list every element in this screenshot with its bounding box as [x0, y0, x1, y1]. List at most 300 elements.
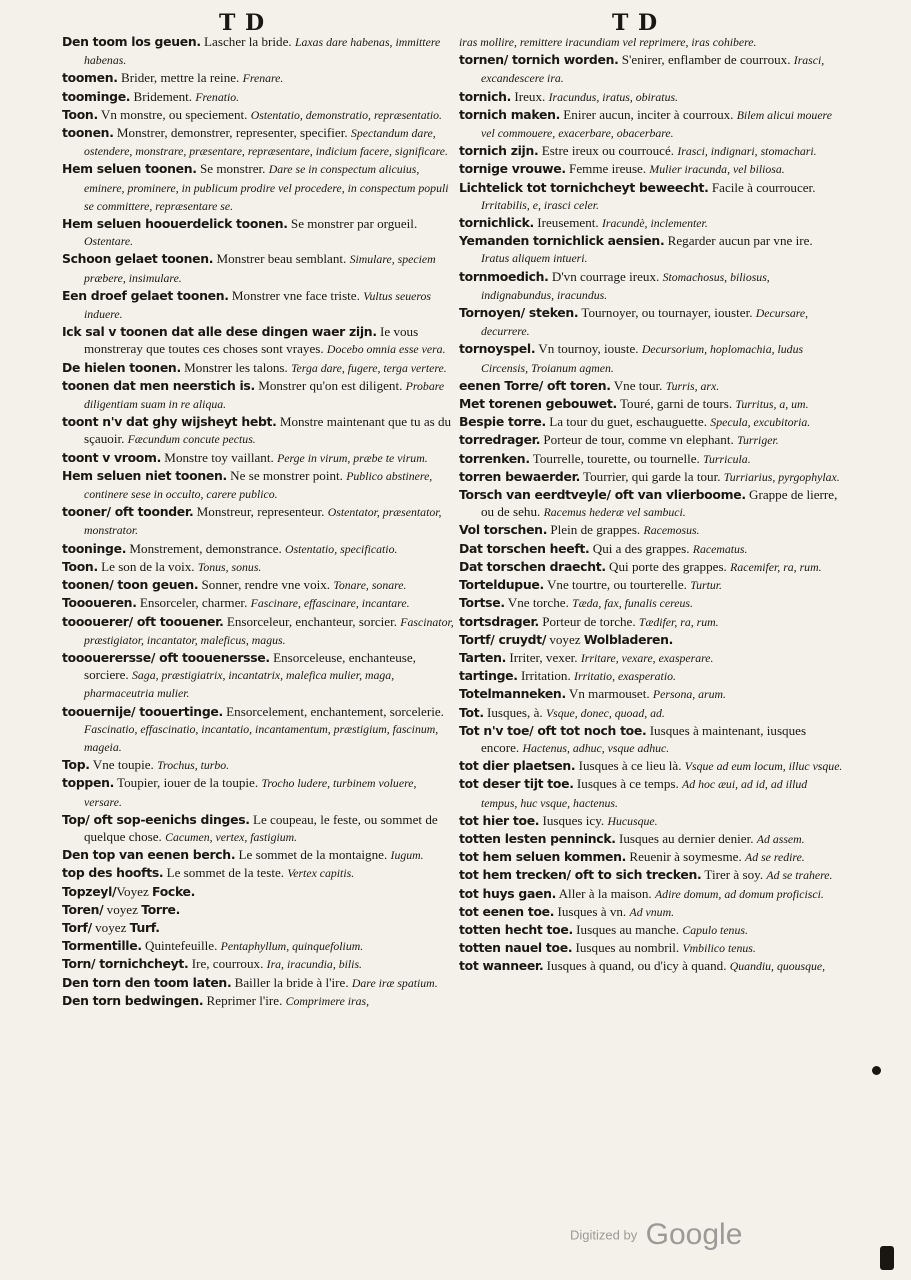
entry-french: Se monstrer. [196, 161, 266, 177]
dictionary-entry [62, 377, 454, 413]
dictionary-entry [459, 594, 843, 612]
entry-latin: Irritatio, exasperatio. [574, 669, 676, 684]
entry-headword: Toon. [62, 558, 98, 574]
entry-headword: tot hem trecken/ oft to sich trecken. [459, 867, 702, 883]
dictionary-entry [459, 268, 843, 304]
google-logo: Google [645, 1218, 743, 1251]
entry-latin: Racemosus. [643, 523, 700, 538]
entry-latin: Simulare, speciem præbere, insimulare. [84, 252, 436, 285]
entry-french: Se monstrer par orgueil. [287, 216, 418, 232]
entry-latin: Turtur. [690, 578, 723, 593]
entry-latin: Fascinare, effascinare, incantare. [250, 596, 410, 611]
entry-latin: Ad assem. [756, 831, 805, 846]
entry-headword: toonen. [62, 125, 114, 141]
entry-headword: Vol torschen. [459, 522, 548, 538]
entry-french: Enirer aucun, inciter à courroux. [560, 106, 734, 122]
entry-headword: tooouerersse/ oft toouenersse. [62, 649, 270, 665]
entry-french: Ireusement. [533, 215, 599, 231]
entry-french: Monstrer vne face triste. [228, 287, 360, 303]
entry-french: Toupier, iouer de la toupie. [114, 775, 259, 791]
entry-headword: torren bewaerder. [459, 468, 581, 484]
left-column [62, 33, 454, 1010]
entry-headword: Hem seluen toonen. [62, 161, 197, 177]
entry-headword: Hem seluen hoouerdelick toonen. [62, 216, 288, 232]
entry-headword: tooouerer/ oft toouener. [62, 613, 224, 629]
entry-headword: Den torn bedwingen. [62, 992, 204, 1008]
entry-headword: Yemanden tornichlick aensien. [459, 233, 665, 249]
entry-french: Vne toupie. [89, 757, 154, 773]
dictionary-entry [459, 830, 843, 848]
entry-headword: Dat torschen heeft. [459, 540, 590, 556]
entry-crossref: Torre. [141, 901, 181, 917]
entry-headword: Top. [62, 757, 90, 773]
entry-latin: Bilem alicui mouere vel commouere, exacerbare, obacerbare. [481, 107, 832, 141]
entry-latin: Publico abstinere, continere sese in occulto, carere publico. [84, 468, 433, 502]
entry-french: Iusques au dernier denier. [615, 830, 754, 846]
entry-french: Iusques au manche. [572, 921, 680, 937]
dictionary-entry [62, 937, 454, 955]
entry-french: Lascher la bride. [200, 34, 292, 49]
dictionary-entry [459, 848, 843, 866]
entry-french: Ireux. [511, 88, 546, 104]
entry-french: S'enirer, enflamber de courroux. [618, 52, 791, 68]
dictionary-entry [459, 450, 843, 468]
entry-headword: tot eenen toe. [459, 903, 555, 919]
entry-headword: De hielen toonen. [62, 359, 181, 375]
dictionary-entry [459, 413, 843, 431]
entry-french: Ensorceleur, enchanteur, sorcier. [223, 613, 397, 629]
entry-latin: Capulo tenus. [682, 922, 748, 937]
entry-french: Monstrer, demonstrer, representer, specifier. [113, 125, 348, 141]
entry-french: Brider, mettre la reine. [117, 70, 240, 86]
google-watermark [570, 1218, 742, 1252]
entry-french: Vn monstre, ou speciement. [97, 106, 248, 122]
entry-latin: Pentaphyllum, quinquefolium. [220, 939, 364, 954]
entry-headword: tot wanneer. [459, 958, 544, 974]
dictionary-entry [459, 33, 843, 51]
entry-french: Estre ireux ou courroucé. [538, 143, 675, 159]
entry-headword: toont n'v dat ghy wijsheyt hebt. [62, 414, 277, 430]
entry-french: Le son de la voix. [97, 558, 195, 574]
entry-latin: Trocho ludere, turbinem voluere, versare. [84, 776, 417, 809]
entry-headword: tartinge. [459, 668, 518, 684]
dictionary-entry [62, 250, 454, 286]
entry-headword: eenen Torre/ oft toren. [459, 377, 611, 393]
dictionary-entry [62, 287, 454, 323]
entry-headword: Torsch van eerdtveyle/ oft van vlierboome. [459, 487, 746, 503]
entry-latin: Fascinator, præstigiator, incantator, maleficus, magus. [84, 614, 454, 647]
dictionary-entry [459, 486, 843, 521]
entry-french: Le sommet de la montaigne. [235, 847, 388, 863]
entry-french: Iusques à maintenant, iusques encore. [481, 722, 807, 755]
entry-latin: Ira, iracundia, bilis. [266, 957, 363, 972]
dictionary-entry [459, 722, 843, 757]
entry-headword: Den top van eenen berch. [62, 847, 236, 863]
entry-latin: Turris, arx. [665, 378, 720, 393]
entry-latin: Hucusque. [607, 813, 658, 828]
entry-latin: Irasci, indignari, stomachari. [677, 144, 817, 159]
entry-latin: Persona, arum. [652, 687, 726, 702]
right-column [459, 33, 843, 976]
entry-latin: Adire domum, ad domum proficisci. [654, 886, 824, 901]
dictionary-entry [62, 69, 454, 87]
dictionary-entry [459, 576, 843, 594]
entry-latin: Irritabilis, e, irasci celer. [481, 197, 599, 212]
entry-headword: Topzeyl/ [62, 883, 117, 899]
dictionary-entry [62, 756, 454, 774]
entry-latin: Turriarius, pyrgophylax. [723, 469, 840, 484]
entry-latin: Ad se redire. [745, 850, 805, 865]
dictionary-entry [459, 540, 843, 558]
dictionary-entry [62, 774, 454, 810]
entry-headword: Toon. [62, 106, 98, 122]
dictionary-entry [459, 631, 843, 649]
entry-french: Quintefeuille. [141, 938, 218, 954]
entry-french: Bailler la bride à l'ire. [231, 974, 349, 990]
entry-french: Monstrer qu'on est diligent. [254, 377, 403, 393]
entry-headword: Ick sal v toonen dat alle dese dingen waer zijn. [62, 324, 377, 340]
entry-latin: Dare iræ spatium. [351, 975, 438, 990]
entry-french: Monstre maintenant que tu as du sçauoir. [84, 414, 452, 447]
entry-latin: Racemus hederæ vel sambuci. [543, 505, 686, 520]
dictionary-entry [62, 160, 454, 215]
entry-headword: Tortf/ cruydt/ [459, 631, 547, 647]
dictionary-entry [62, 864, 454, 882]
entry-latin: Irritare, vexare, exasperare. [580, 650, 714, 665]
entry-headword: top des hoofts. [62, 865, 164, 881]
entry-headword: tornich. [459, 88, 512, 104]
dictionary-entry [459, 88, 843, 106]
entry-french: Iusques à ce temps. [573, 776, 679, 792]
entry-french: Tirer à soy. [701, 867, 764, 883]
entry-french: Monstrement, demonstrance. [126, 540, 282, 556]
entry-french: Le coupeau, le feste, ou sommet de quelque chose. [84, 811, 438, 844]
dictionary-entry [62, 955, 454, 973]
entry-french: Ie vous monstreray que toutes ces choses sont vrayes. [84, 324, 419, 357]
entry-headword: tot huys gaen. [459, 885, 557, 901]
entry-french: Facile à courroucer. [708, 179, 816, 195]
watermark-prefix: Digitized by [570, 1227, 638, 1243]
entry-headword: tornich maken. [459, 106, 561, 122]
entry-headword: tortsdrager. [459, 613, 539, 629]
entry-french: Plein de grappes. [547, 522, 641, 538]
dictionary-entry [459, 903, 843, 921]
entry-headword: toonen/ toon geuen. [62, 577, 199, 593]
entry-latin: Iugum. [390, 848, 424, 863]
entry-headword: Torteldupue. [459, 577, 544, 593]
entry-latin: Laxas dare habenas, immittere habenas. [84, 35, 441, 68]
entry-latin: Decursare, decurrere. [481, 306, 809, 339]
entry-french: Sonner, rendre vne voix. [198, 577, 331, 593]
entry-latin: Trochus, turbo. [157, 758, 230, 773]
page-header-left: T D [219, 10, 266, 36]
entry-french: Monstreur, representeur. [193, 504, 325, 520]
entry-latin: Ad vnum. [629, 904, 675, 919]
entry-french: Femme ireuse. [565, 161, 647, 177]
dictionary-entry [459, 142, 843, 160]
entry-latin: Fascinatio, effascinatio, incantatio, incantamentum, præstigium, fascinum, mageia. [84, 721, 439, 754]
entry-latin: Ostentare. [84, 234, 134, 249]
entry-latin: Vsque ad eum locum, illuc vsque. [684, 759, 843, 774]
entry-headword: Met torenen gebouwet. [459, 396, 617, 412]
dictionary-entry [62, 992, 454, 1010]
entry-latin: iras mollire, remittere iracundiam vel reprimere, iras cohibere. [459, 35, 757, 49]
entry-latin: Vultus seueros induere. [84, 288, 432, 322]
entry-latin: Ostentatio, demonstratio, repræsentatio. [250, 107, 442, 122]
entry-headword: Tot. [459, 704, 484, 720]
entry-latin: Turritus, a, um. [735, 397, 809, 412]
entry-french: Tourrier, qui garde la tour. [580, 468, 721, 484]
entry-latin: Perge in virum, præbe te virum. [277, 450, 428, 465]
entry-french: Vne torche. [504, 595, 569, 611]
entry-latin: Irasci, excandescere ira. [481, 53, 825, 86]
dictionary-entry [62, 846, 454, 864]
entry-latin: Spectandum dare, ostendere, monstrare, præsentare, repræsentare, indicium facere, significare. [84, 126, 448, 159]
entry-headword: torrenken. [459, 450, 530, 466]
dictionary-entry [62, 124, 454, 160]
entry-french: Ire, courroux. [188, 956, 264, 972]
entry-headword: toppen. [62, 775, 115, 791]
entry-latin: Comprimere iras, [285, 993, 370, 1008]
dictionary-entry [62, 106, 454, 124]
dictionary-entry [459, 106, 843, 142]
entry-headword: Een droef gelaet toonen. [62, 287, 229, 303]
entry-french: Iusques à quand, ou d'icy à quand. [543, 958, 727, 974]
dictionary-entry [459, 340, 843, 376]
dictionary-entry [62, 33, 454, 69]
dictionary-entry [459, 214, 843, 232]
dictionary-entry [459, 957, 843, 975]
entry-french: Iusques, à. [483, 704, 543, 720]
entry-french: Qui a des grappes. [589, 540, 690, 556]
entry-latin: Ostentatio, specificatio. [285, 541, 398, 556]
entry-french: Ne se monstrer point. [226, 467, 343, 483]
entry-french: voyez [546, 631, 584, 647]
dictionary-entry [459, 921, 843, 939]
entry-headword: Lichtelick tot tornichcheyt beweecht. [459, 179, 709, 195]
entry-latin: Turricula. [703, 451, 751, 466]
entry-headword: totten hecht toe. [459, 921, 573, 937]
entry-headword: Hem seluen niet toonen. [62, 467, 227, 483]
entry-french: Iusques à vn. [554, 903, 627, 919]
entry-french: Iusques à ce lieu là. [575, 758, 682, 774]
entry-french: Tourrelle, tourette, ou tournelle. [529, 450, 700, 466]
dictionary-entry [459, 866, 843, 884]
dictionary-entry [62, 359, 454, 377]
entry-french: Monstrer beau semblant. [213, 251, 347, 267]
dictionary-entry [459, 649, 843, 667]
entry-headword: tornmoedich. [459, 268, 549, 284]
entry-latin: Stomachosus, biliosus, indignabundus, iracundus. [481, 269, 770, 302]
entry-latin: Quandiu, quousque, [729, 959, 826, 974]
entry-headword: toomen. [62, 70, 118, 86]
entry-french: Grappe de lierre, ou de sehu. [481, 487, 838, 520]
entry-french: Vne tourtre, ou tourterelle. [543, 577, 687, 593]
entry-latin: Iracundus, iratus, obiratus. [548, 89, 679, 104]
dictionary-entry [62, 215, 454, 250]
entry-headword: Torn/ tornichcheyt. [62, 956, 189, 972]
entry-headword: Schoon gelaet toonen. [62, 251, 214, 267]
entry-latin: Vmbilico tenus. [682, 941, 756, 956]
entry-latin: Vertex capitis. [287, 866, 355, 881]
entry-headword: Dat torschen draecht. [459, 558, 606, 574]
entry-headword: tornoyspel. [459, 341, 536, 357]
entry-headword: toouernije/ toouertinge. [62, 703, 223, 719]
dictionary-entry [459, 468, 843, 486]
ink-mark [872, 1066, 881, 1075]
entry-headword: Totelmanneken. [459, 686, 566, 702]
entry-french: Aller à la maison. [556, 885, 652, 901]
entry-headword: tornige vrouwe. [459, 161, 566, 177]
dictionary-entry [62, 413, 454, 448]
entry-headword: Toooueren. [62, 595, 137, 611]
dictionary-entry [62, 901, 454, 919]
entry-latin: Tonare, sonare. [333, 578, 407, 593]
dictionary-entry [62, 613, 454, 649]
dictionary-entry [62, 576, 454, 594]
entry-french: La tour du guet, eschauguette. [545, 414, 708, 430]
entry-latin: Turriger. [737, 433, 779, 448]
entry-latin: Cacumen, vertex, fastigium. [165, 829, 298, 844]
entry-latin: Tonus, sonus. [197, 559, 262, 574]
entry-latin: Mulier iracunda, vel biliosa. [649, 162, 785, 177]
entry-headword: Torf/ [62, 919, 92, 935]
entry-latin: Iracundè, inclementer. [601, 216, 708, 231]
entry-latin: Fæcundum concute pectus. [127, 432, 256, 447]
entry-headword: tooninge. [62, 540, 127, 556]
entry-french: Vne tour. [610, 377, 663, 393]
dictionary-entry [459, 685, 843, 703]
dictionary-entry [62, 649, 454, 703]
entry-french: Vn marmouset. [565, 686, 650, 702]
dictionary-entry [459, 939, 843, 957]
entry-french: Regarder aucun par vne ire. [664, 233, 813, 249]
entry-headword: Tot n'v toe/ oft tot noch toe. [459, 722, 647, 738]
dictionary-entry [459, 757, 843, 775]
page-header-right: T D [612, 10, 659, 36]
dictionary-entry [62, 974, 454, 992]
entry-french: Touré, garni de tours. [616, 396, 733, 412]
entry-headword: Top/ oft sop-eenichs dinges. [62, 811, 250, 827]
dictionary-entry [62, 503, 454, 539]
entry-latin: Dare se in conspectum alicuius, eminere, prominere, in publicum prodire vel procedere, in conspectum populi se committere, repræsentare se. [84, 162, 449, 213]
entry-headword: tornen/ tornich worden. [459, 52, 619, 68]
dictionary-entry [459, 613, 843, 631]
dictionary-entry [62, 467, 454, 503]
dictionary-entry [62, 449, 454, 467]
entry-latin: Racemifer, ra, rum. [730, 559, 822, 574]
entry-latin: Ad hoc æui, ad id, ad illud tempus, huc vsque, hactenus. [481, 777, 808, 810]
entry-latin: Tædifer, ra, rum. [638, 614, 719, 629]
dictionary-entry [62, 811, 454, 846]
dictionary-entry [459, 558, 843, 576]
ink-mark [880, 1246, 894, 1270]
entry-headword: Den toom los geuen. [62, 34, 201, 49]
entry-headword: toonen dat men neerstich is. [62, 377, 255, 393]
dictionary-entry [62, 558, 454, 576]
entry-headword: torredrager. [459, 432, 541, 448]
entry-headword: Den torn den toom laten. [62, 974, 232, 990]
entry-latin: Iratus aliquem intueri. [481, 251, 588, 266]
entry-french: Iusques au nombril. [572, 940, 680, 956]
dictionary-entry [459, 377, 843, 395]
entry-latin: Frenare. [242, 71, 284, 86]
entry-latin: Ad se trahere. [766, 868, 833, 883]
entry-latin: Tæda, fax, funalis cereus. [572, 596, 693, 611]
dictionary-entry [459, 160, 843, 178]
entry-latin: Specula, excubitoria. [710, 415, 811, 430]
entry-french: Le sommet de la teste. [163, 865, 285, 881]
entry-french: Monstre toy vaillant. [161, 449, 274, 465]
dictionary-entry [459, 885, 843, 903]
dictionary-entry [459, 51, 843, 87]
entry-headword: tot dier plaetsen. [459, 758, 576, 774]
entry-latin: Docebo omnia esse vera. [326, 342, 446, 357]
entry-latin: Probare diligentiam suam in re aliqua. [84, 378, 445, 412]
entry-crossref: Focke. [152, 883, 196, 899]
entry-headword: tot deser tijt toe. [459, 776, 574, 792]
dictionary-entry [62, 540, 454, 558]
dictionary-entry [459, 232, 843, 267]
entry-french: Ensorcelement, enchantement, sorcelerie. [222, 703, 444, 719]
entry-headword: tot hier toe. [459, 812, 540, 828]
entry-french: voyez [91, 919, 130, 935]
entry-headword: Tormentille. [62, 938, 142, 954]
entry-latin: Terga dare, fugere, terga vertere. [291, 360, 447, 375]
entry-french: Reprimer l'ire. [203, 992, 283, 1008]
entry-crossref: Turf. [129, 919, 160, 935]
dictionary-entry [459, 431, 843, 449]
entry-french: Ensorceleuse, enchanteuse, sorciere. [84, 649, 416, 683]
entry-french: Ensorceler, charmer. [136, 595, 248, 611]
entry-latin: Hactenus, adhuc, vsque adhuc. [522, 740, 670, 755]
entry-latin: Frenatio. [195, 89, 240, 104]
entry-headword: toont v vroom. [62, 449, 162, 465]
entry-headword: Tornoyen/ steken. [459, 305, 579, 321]
dictionary-entry [62, 883, 454, 901]
entry-latin: Racematus. [692, 541, 748, 556]
entry-latin: Saga, præstigiatrix, incantatrix, malefica mulier, maga, pharmaceutria mulier. [84, 668, 395, 701]
entry-french: Tournoyer, ou tournayer, iouster. [578, 305, 753, 321]
dictionary-entry [459, 521, 843, 539]
entry-headword: tornich zijn. [459, 143, 539, 159]
entry-headword: Tortse. [459, 595, 505, 611]
entry-headword: totten nauel toe. [459, 940, 573, 956]
entry-french: Iusques icy. [539, 812, 605, 828]
dictionary-entry [459, 812, 843, 830]
dictionary-entry [62, 323, 454, 358]
entry-french: Irritation. [517, 668, 571, 684]
entry-french: Qui porte des grappes. [605, 558, 727, 574]
entry-french: Bridement. [130, 88, 193, 104]
entry-french: Voyez [116, 883, 153, 899]
entry-french: Reuenir à soymesme. [626, 849, 742, 865]
entry-headword: tornichlick. [459, 215, 534, 231]
entry-french: Monstrer les talons. [180, 359, 288, 375]
dictionary-entry [62, 703, 454, 757]
dictionary-entry [459, 395, 843, 413]
entry-latin: Decursorium, hoplomachia, ludus Circensis, Troianum agmen. [481, 342, 804, 375]
entry-french: Porteur de torche. [538, 613, 636, 629]
dictionary-entry [459, 667, 843, 685]
entry-latin: Ostentator, præsentator, monstrator. [84, 505, 442, 538]
entry-crossref: Wolbladeren. [583, 631, 674, 647]
entry-french: Irriter, vexer. [506, 649, 578, 665]
entry-headword: Toren/ [62, 901, 104, 917]
entry-headword: Tarten. [459, 649, 507, 665]
entry-latin: Vsque, donec, quoad, ad. [545, 705, 665, 720]
dictionary-entry [62, 88, 454, 106]
